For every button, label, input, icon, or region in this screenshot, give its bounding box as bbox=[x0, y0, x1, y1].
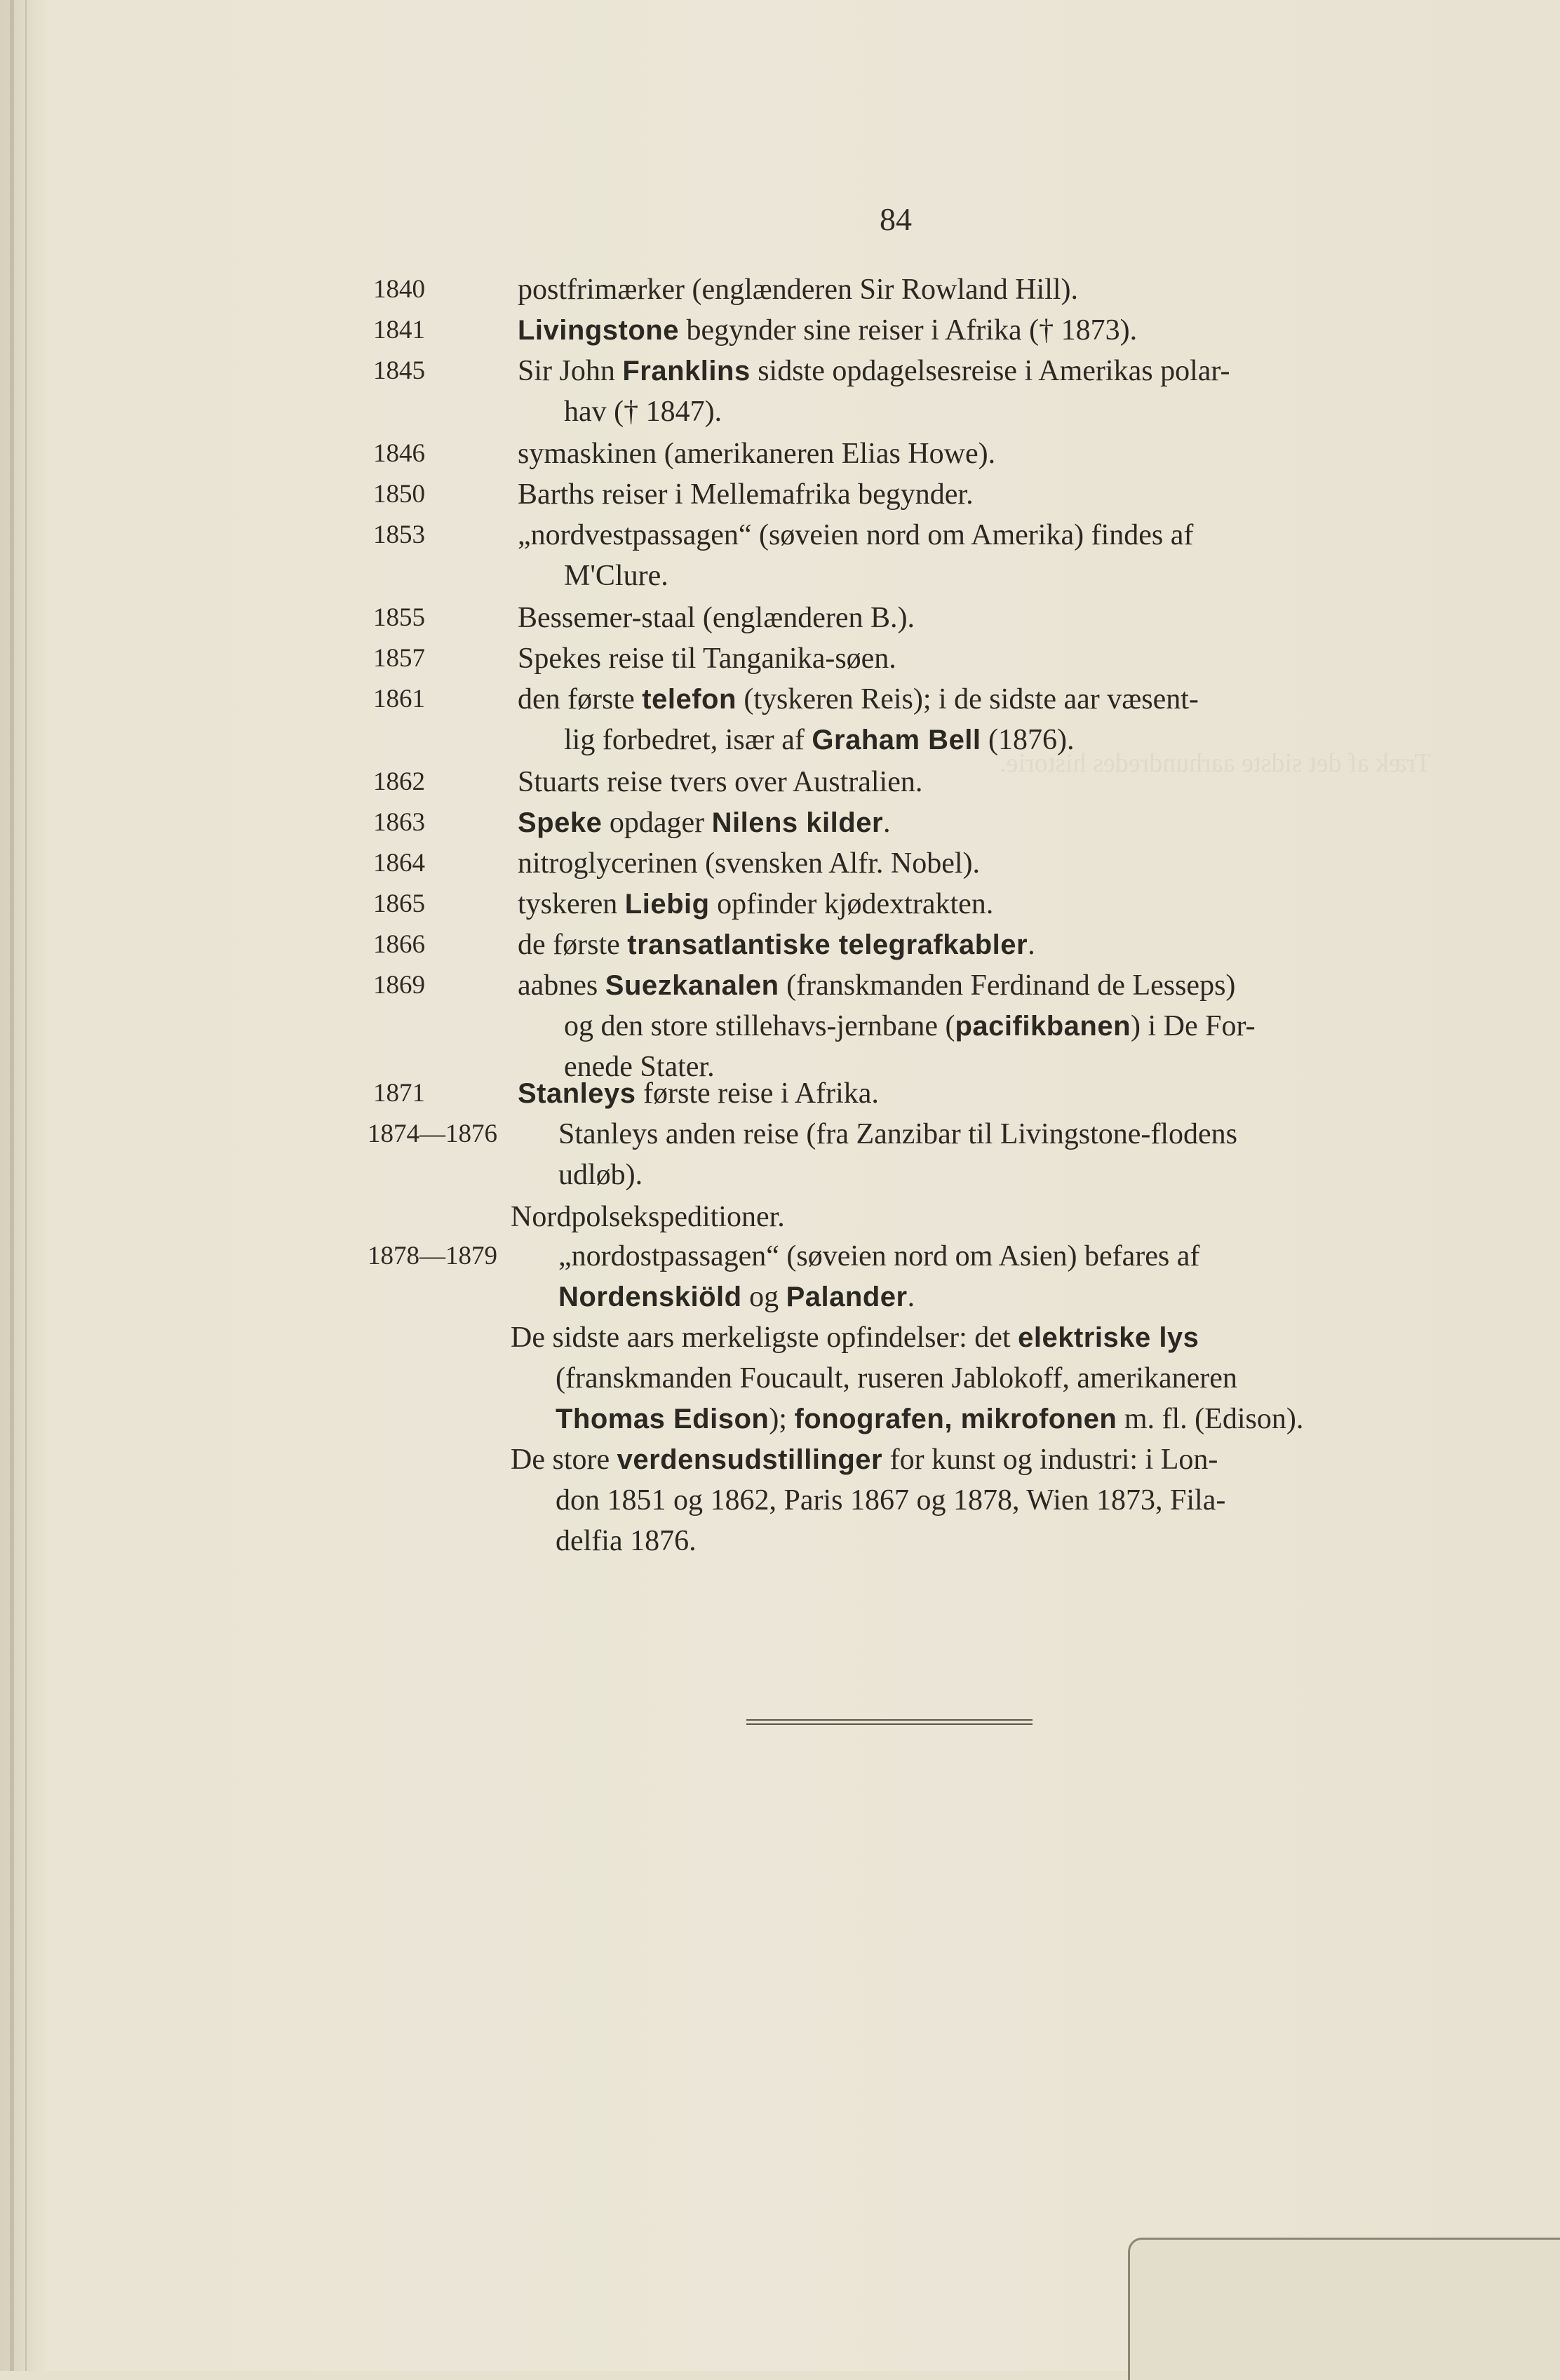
bold-name: Nilens kilder bbox=[711, 807, 884, 838]
entry-year: 1869 bbox=[373, 971, 425, 1000]
entry-year: 1863 bbox=[373, 808, 425, 837]
entry-text: „nordvestpassagen“ (søveien nord om Amerika) findes af M'Clure. bbox=[518, 519, 1194, 592]
entry-text: aabnes Suezkanalen (franskmanden Ferdinand de Lesseps) og den store stillehavs-jernbane (pacifikbanen) i De For- enede Stater. bbox=[518, 969, 1256, 1083]
entry-year: 1865 bbox=[373, 889, 425, 918]
section-divider bbox=[746, 1719, 1033, 1726]
entry-text: Bessemer-staal (englænderen B.). bbox=[518, 602, 915, 634]
entry-text: Stanleys første reise i Afrika. bbox=[518, 1077, 879, 1110]
entry-text: Nordpolsekspeditioner. bbox=[511, 1201, 785, 1233]
entry-text: nitroglycerinen (svensken Alfr. Nobel). bbox=[518, 847, 980, 880]
bold-term: fonografen, mikrofonen bbox=[794, 1404, 1117, 1434]
entry-text: den første telefon (tyskeren Reis); i de sidste aar væsent- lig forbedret, især af Graham Bell (1876). bbox=[518, 683, 1199, 756]
bold-name: Nordenskiöld bbox=[558, 1282, 742, 1312]
entry-text: Stanleys anden reise (fra Zanzibar til Livingstone-flodens udløb). bbox=[558, 1118, 1238, 1191]
bold-name: Stanleys bbox=[518, 1078, 636, 1109]
bold-name: Liebig bbox=[624, 889, 710, 920]
bleed-through-text: Træk af det sidste aarhundredes historie. bbox=[1000, 748, 1431, 778]
entry-year: 1840 bbox=[373, 275, 425, 304]
entry-text: symaskinen (amerikaneren Elias Howe). bbox=[518, 438, 996, 470]
entry-text: „nordostpassagen“ (søveien nord om Asien) befares af Nordenskiöld og Palander. bbox=[558, 1240, 1200, 1313]
entry-text: Stuarts reise tvers over Australien. bbox=[518, 766, 923, 798]
bold-name: Palander bbox=[786, 1282, 908, 1312]
entry-year: 1861 bbox=[373, 685, 425, 713]
page-number: 84 bbox=[880, 201, 912, 237]
entry-year: 1862 bbox=[373, 767, 425, 796]
bold-name: Graham Bell bbox=[812, 725, 981, 755]
entry-year: 1878—1879 bbox=[368, 1242, 497, 1270]
entry-year: 1864 bbox=[373, 849, 425, 878]
entry-text: de første transatlantiske telegrafkabler. bbox=[518, 929, 1035, 961]
bold-term: elektriske lys bbox=[1018, 1322, 1199, 1353]
bold-name: pacifikbanen bbox=[955, 1011, 1131, 1042]
entry-text: Livingstone begynder sine reiser i Afrika († 1873). bbox=[518, 314, 1138, 347]
entry-year: 1853 bbox=[373, 520, 425, 549]
bold-name: Livingstone bbox=[518, 315, 679, 346]
bold-name: Suezkanalen bbox=[605, 970, 779, 1001]
bold-name: Speke bbox=[518, 807, 603, 838]
bold-name: Thomas Edison bbox=[556, 1404, 769, 1434]
entry-year: 1855 bbox=[373, 603, 425, 632]
paragraph-text: De store verdensudstillinger for kunst og industri: i Lon- don 1851 og 1862, Paris 1867 og 1878, Wien 1873, Fila- delfia 1876. bbox=[511, 1444, 1226, 1557]
entry-text: Speke opdager Nilens kilder. bbox=[518, 807, 891, 839]
bold-term: verdensudstillinger bbox=[617, 1444, 883, 1475]
entry-text: Spekes reise til Tanganika-søen. bbox=[518, 643, 896, 675]
entry-text: tyskeren Liebig opfinder kjødextrakten. bbox=[518, 888, 994, 920]
page-corner-fold bbox=[1128, 2238, 1560, 2380]
entry-year: 1845 bbox=[373, 356, 425, 385]
entry-year: 1841 bbox=[373, 316, 425, 344]
entry-year: 1857 bbox=[373, 644, 425, 673]
entry-year: 1850 bbox=[373, 480, 425, 509]
entry-text: Sir John Franklins sidste opdagelsesreise i Amerikas polar- hav († 1847). bbox=[518, 355, 1230, 428]
bold-name: telefon bbox=[642, 684, 737, 715]
bold-name: transatlantiske telegrafkabler bbox=[627, 929, 1028, 960]
entry-year: 1846 bbox=[373, 439, 425, 468]
paragraph-text: De sidste aars merkeligste opfindelser: det elektriske lys (franskmanden Foucault, ruseren Jablokoff, amerikaneren Thomas Edison); fonografen, mikrofonen m. fl. (Edison). bbox=[511, 1322, 1304, 1435]
entry-year: 1871 bbox=[373, 1079, 425, 1108]
entry-year: 1866 bbox=[373, 930, 425, 959]
entry-text: Barths reiser i Mellemafrika begynder. bbox=[518, 478, 974, 511]
entry-text: postfrimærker (englænderen Sir Rowland Hill). bbox=[518, 274, 1079, 306]
bold-name: Franklins bbox=[622, 356, 751, 386]
entry-year: 1874—1876 bbox=[368, 1120, 497, 1148]
